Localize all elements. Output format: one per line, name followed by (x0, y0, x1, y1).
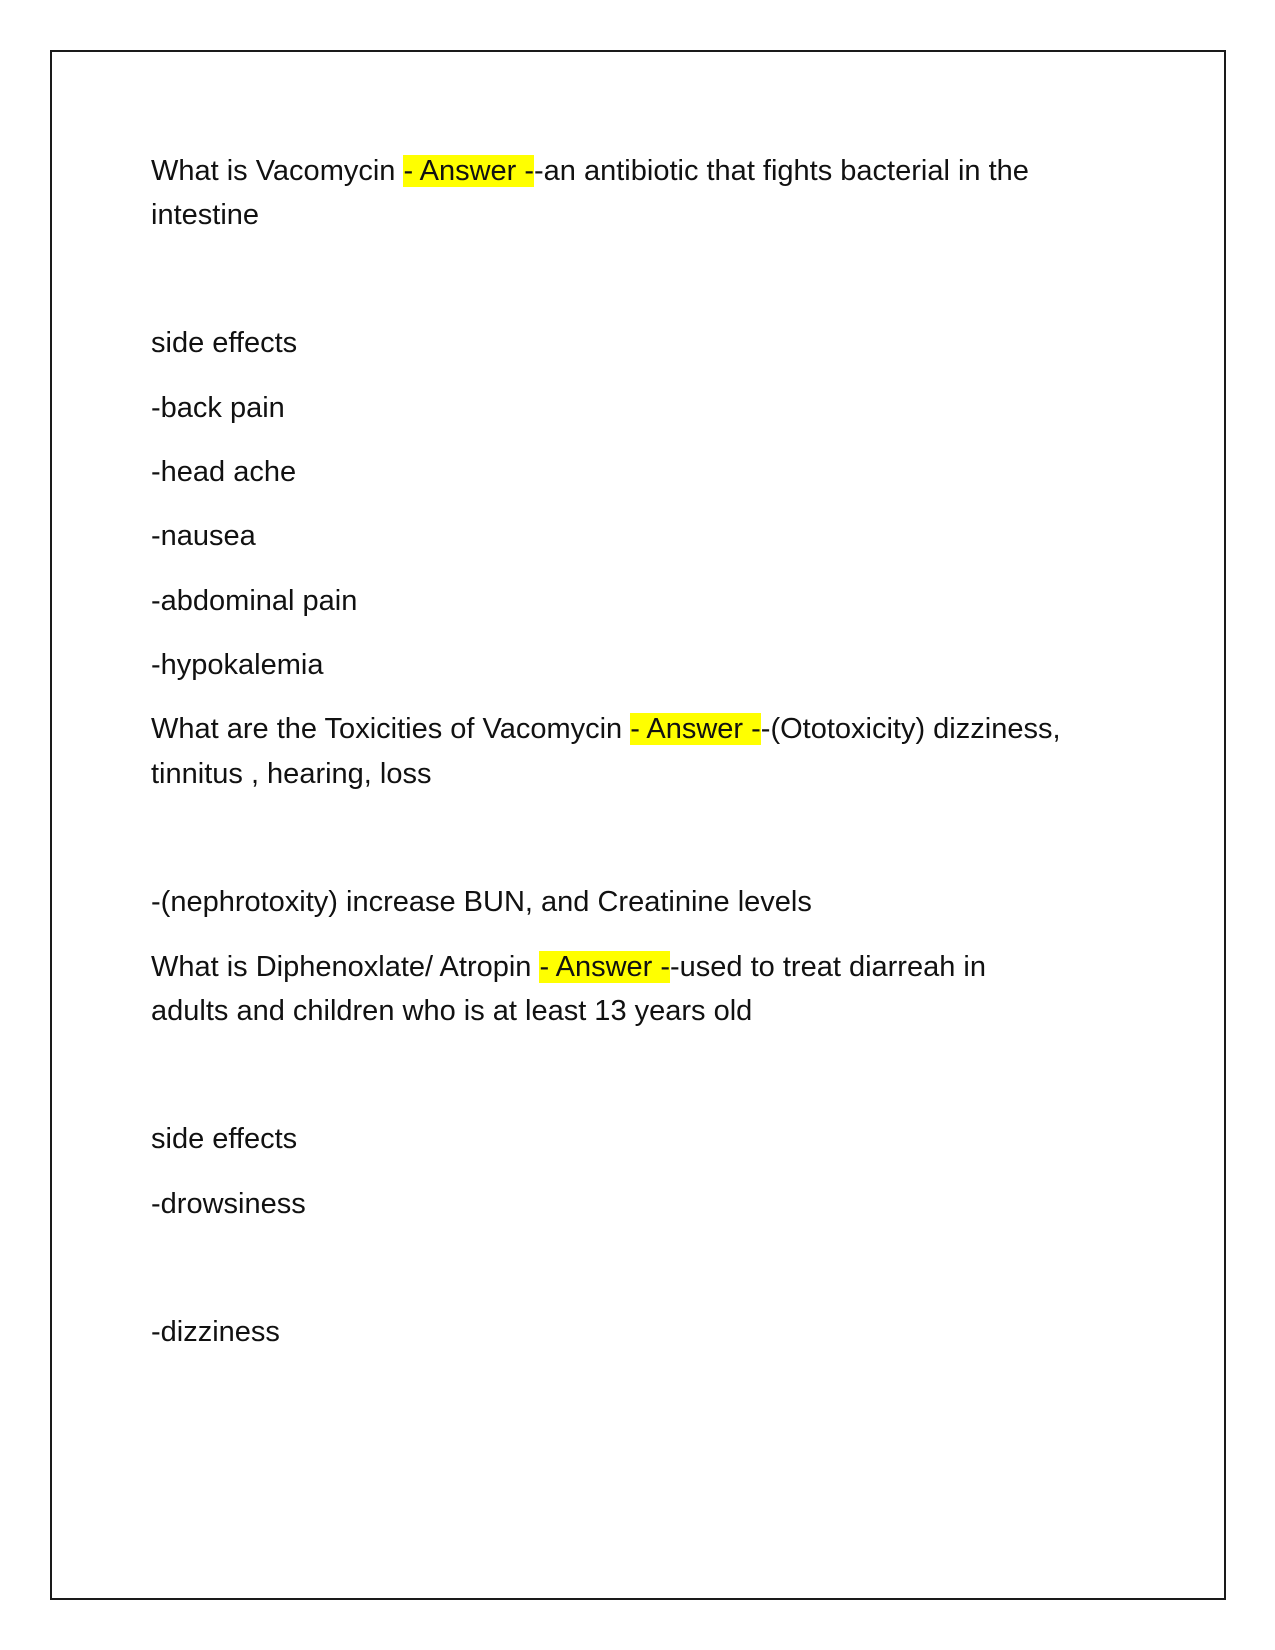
side-effects-heading: side effects (151, 327, 298, 359)
answer-text: -(Ototoxicity) dizziness, (760, 713, 1061, 745)
answer-marker-highlight: - Answer - (403, 155, 535, 187)
answer-marker-highlight: - Answer - (630, 713, 761, 745)
answer-marker-highlight: - Answer - (539, 951, 671, 983)
side-effect-item: -head ache (151, 456, 297, 488)
side-effect-item: -dizziness (151, 1316, 280, 1348)
question-diphenoxylate (151, 944, 986, 990)
page-border (50, 50, 1226, 1600)
question-text: What are the Toxicities of Vacomycin (151, 713, 631, 745)
side-effect-item: -drowsiness (151, 1188, 306, 1220)
answer-continuation: intestine (151, 199, 260, 231)
question-text: What is Diphenoxlate/ Atropin (151, 951, 540, 983)
answer-text: -used to treat diarreah in (670, 951, 986, 983)
question-toxicities (151, 706, 1061, 752)
question-text: What is Vacomycin (151, 155, 404, 187)
answer-text: -an antibiotic that fights bacterial in the (534, 155, 1029, 187)
side-effect-item: -back pain (151, 392, 285, 424)
nephrotoxicity-line: -(nephrotoxity) increase BUN, and Creatinine levels (151, 886, 812, 918)
question-vancomycin (151, 148, 1029, 194)
answer-continuation: adults and children who is at least 13 years old (151, 995, 753, 1027)
side-effect-item: -hypokalemia (151, 649, 324, 681)
side-effect-item: -abdominal pain (151, 585, 358, 617)
side-effects-heading: side effects (151, 1123, 298, 1155)
answer-continuation: tinnitus , hearing, loss (151, 758, 432, 790)
side-effect-item: -nausea (151, 520, 256, 552)
